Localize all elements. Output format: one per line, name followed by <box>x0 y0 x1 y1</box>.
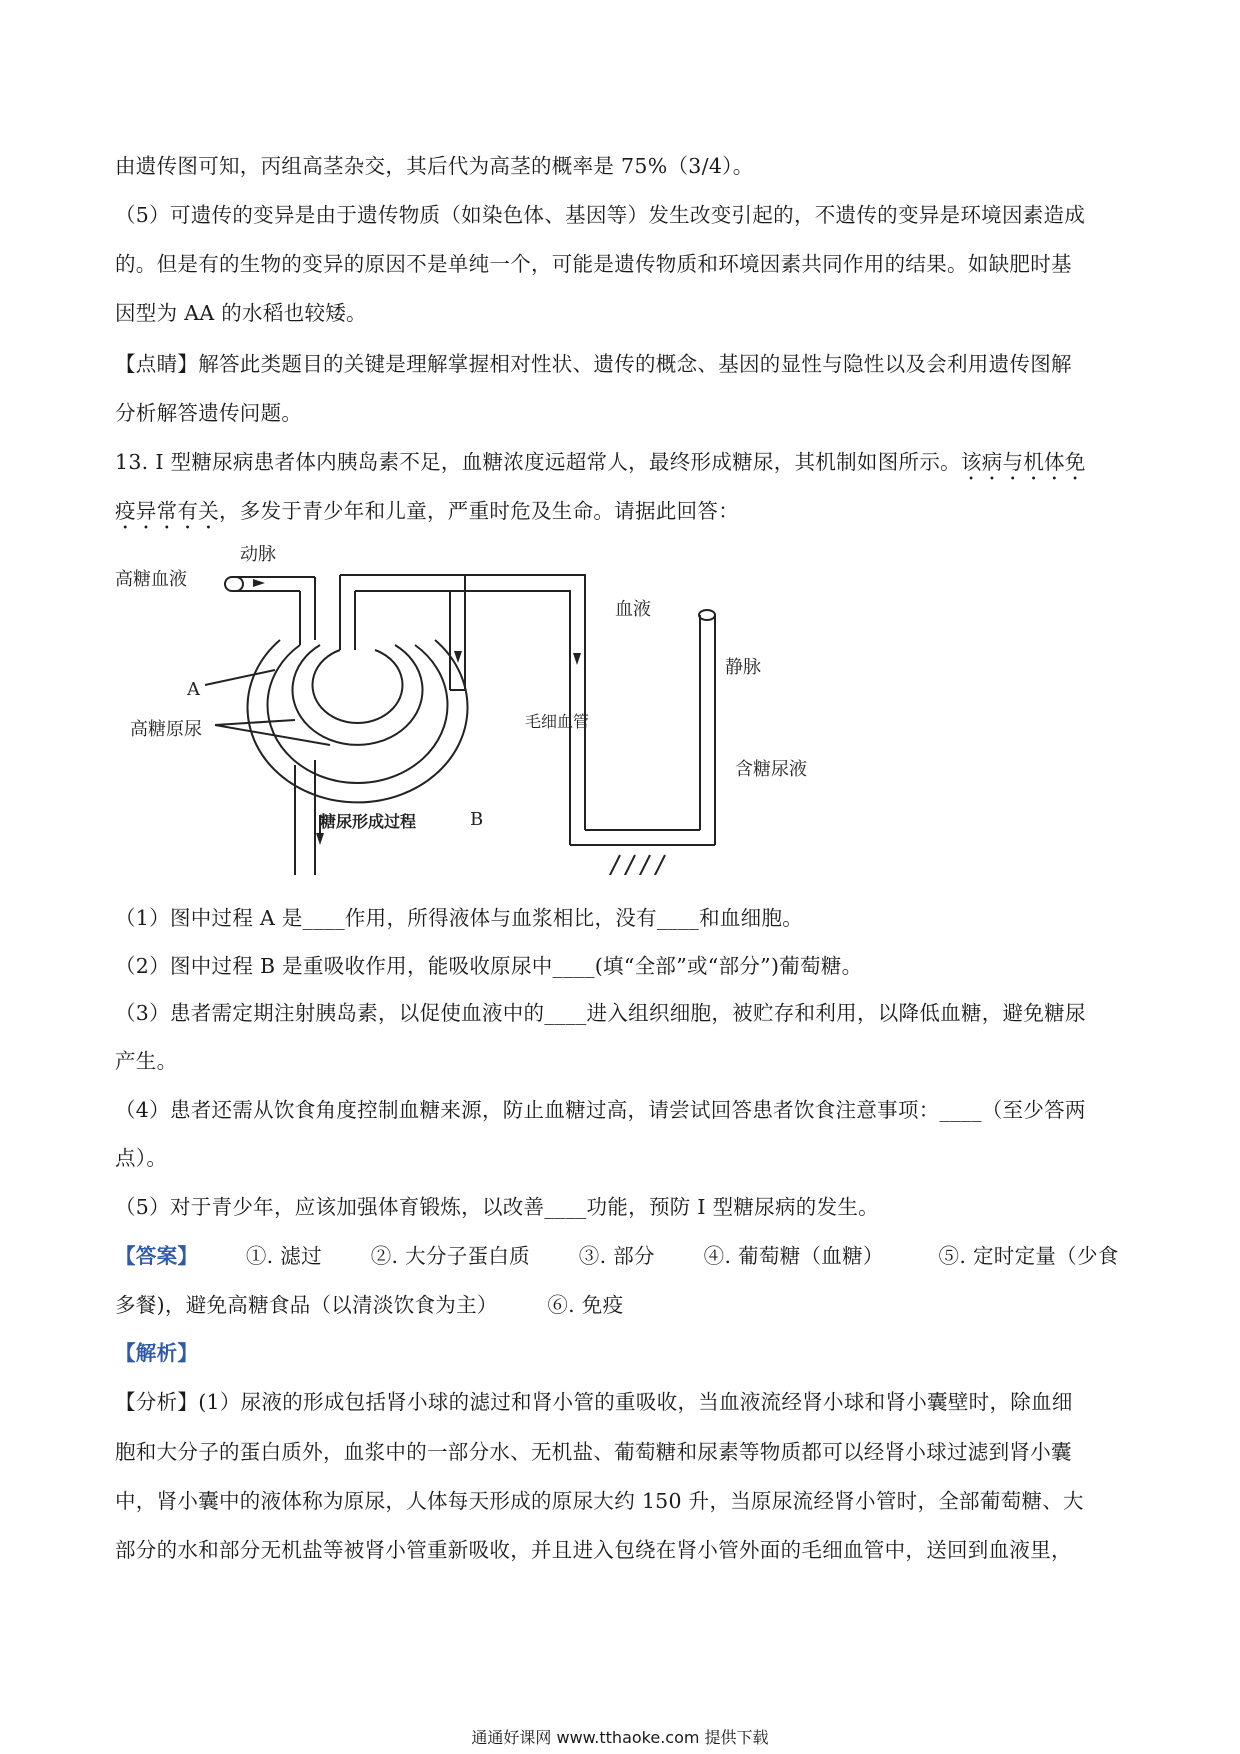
text-line: 分析解答遗传问题。 <box>115 401 303 425</box>
text-line: 由遗传图可知，丙组高茎杂交，其后代为高茎的概率是 75%（3/4）。 <box>115 154 754 178</box>
question-13-line: 疫异常有关，多发于青少年和儿童，严重时危及生命。请据此回答： <box>115 499 739 523</box>
answer-line <box>115 1241 1130 1271</box>
text-line: 因型为 AA 的水稻也较矮。 <box>115 301 367 325</box>
label-b: B <box>470 809 484 830</box>
analysis-line: 胞和大分子的蛋白质外，血浆中的一部分水、无机盐、葡萄糖和尿素等物质都可以经肾小球过滤到肾小囊 <box>115 1440 1072 1464</box>
label-a: A <box>187 679 200 700</box>
answer-item: ⑤. 定时定量（少食 <box>938 1244 1119 1268</box>
sub-question-5: （5）对于青少年，应该加强体育锻炼，以改善____功能，预防 I 型糖尿病的发生。 <box>115 1195 879 1219</box>
answer-item: ②. 大分子蛋白质 <box>370 1244 530 1268</box>
text-line: 点）。 <box>115 1146 168 1170</box>
analysis-line: 部分的水和部分无机盐等被肾小管重新吸收，并且进入包绕在肾小管外面的毛细血管中，送回到血液里， <box>115 1538 1072 1562</box>
answer-item: ①. 滤过 <box>245 1244 322 1268</box>
text-line: 的。但是有的生物的变异的原因不是单纯一个，可能是遗传物质和环境因素共同作用的结果。如缺肥时基 <box>115 252 1072 276</box>
question-13-line: 13. I 型糖尿病患者体内胰岛素不足，血糖浓度远超常人，最终形成糖尿，其机制如图所示。该病与机体免 <box>115 450 1086 474</box>
sub-question-2: （2）图中过程 B 是重吸收作用，能吸收原尿中____(填“全部”或“部分”)葡萄糖。 <box>115 954 863 978</box>
analysis-line: 【分析】(1）尿液的形成包括肾小球的滤过和肾小管的重吸收，当血液流经肾小球和肾小囊壁时，除血细 <box>115 1390 1073 1414</box>
text-line: 产生。 <box>115 1049 178 1073</box>
emphasized-text: 疫异常有关 <box>115 499 219 523</box>
label-artery: 动脉 <box>240 545 276 565</box>
sub-question-3: （3）患者需定期注射胰岛素，以促使血液中的____进入组织细胞，被贮存和利用，以降低血糖，避免糖尿 <box>115 1001 1086 1025</box>
sub-question-4: （4）患者还需从饮食角度控制血糖来源，防止血糖过高，请尝试回答患者饮食注意事项：____（至少答两 <box>115 1098 1086 1122</box>
answer-item: 多餐)，避免高糖食品（以清淡饮食为主） <box>115 1293 498 1317</box>
analysis-tag: 【分析】 <box>115 1390 199 1414</box>
sub-question-1: （1）图中过程 A 是____作用，所得液体与血浆相比，没有____和血细胞。 <box>115 906 804 930</box>
label-capillary: 毛细血管 <box>525 712 590 731</box>
label-vein: 静脉 <box>725 657 761 678</box>
analysis-heading: 【解析】 <box>115 1341 199 1365</box>
analysis-line: 中，肾小囊中的液体称为原尿，人体每天形成的原尿大约 150 升，当原尿流经肾小管时，全部葡萄糖、大 <box>115 1489 1084 1513</box>
answer-item: ⑥. 免疫 <box>547 1293 624 1317</box>
label-blood: 血液 <box>615 599 651 620</box>
emphasized-text: 该病与机体免 <box>960 450 1086 474</box>
answer-item: ④. 葡萄糖（血糖） <box>703 1244 884 1268</box>
answer-tag: 【答案】 <box>115 1244 199 1268</box>
diagram-caption: 糖尿形成过程 <box>320 812 417 831</box>
label-high-sugar-blood: 高糖血液 <box>115 569 187 590</box>
label-sugar-urine: 含糖尿液 <box>735 759 807 780</box>
answer-line <box>115 1290 1130 1320</box>
page-footer: 通通好课网 www.tthaoke.com 提供下载 <box>471 1728 769 1747</box>
urine-formation-diagram <box>115 545 855 875</box>
dianjing-tag: 【点睛】 <box>115 352 199 376</box>
label-high-sugar-primary-urine: 高糖原尿 <box>130 719 202 740</box>
text-line: 【点睛】解答此类题目的关键是理解掌握相对性状、遗传的概念、基因的显性与隐性以及会利用遗传图解 <box>115 352 1072 376</box>
answer-item: ③. 部分 <box>578 1244 655 1268</box>
text-line: （5）可遗传的变异是由于遗传物质（如染色体、基因等）发生改变引起的，不遗传的变异是环境因素造成 <box>115 203 1086 227</box>
